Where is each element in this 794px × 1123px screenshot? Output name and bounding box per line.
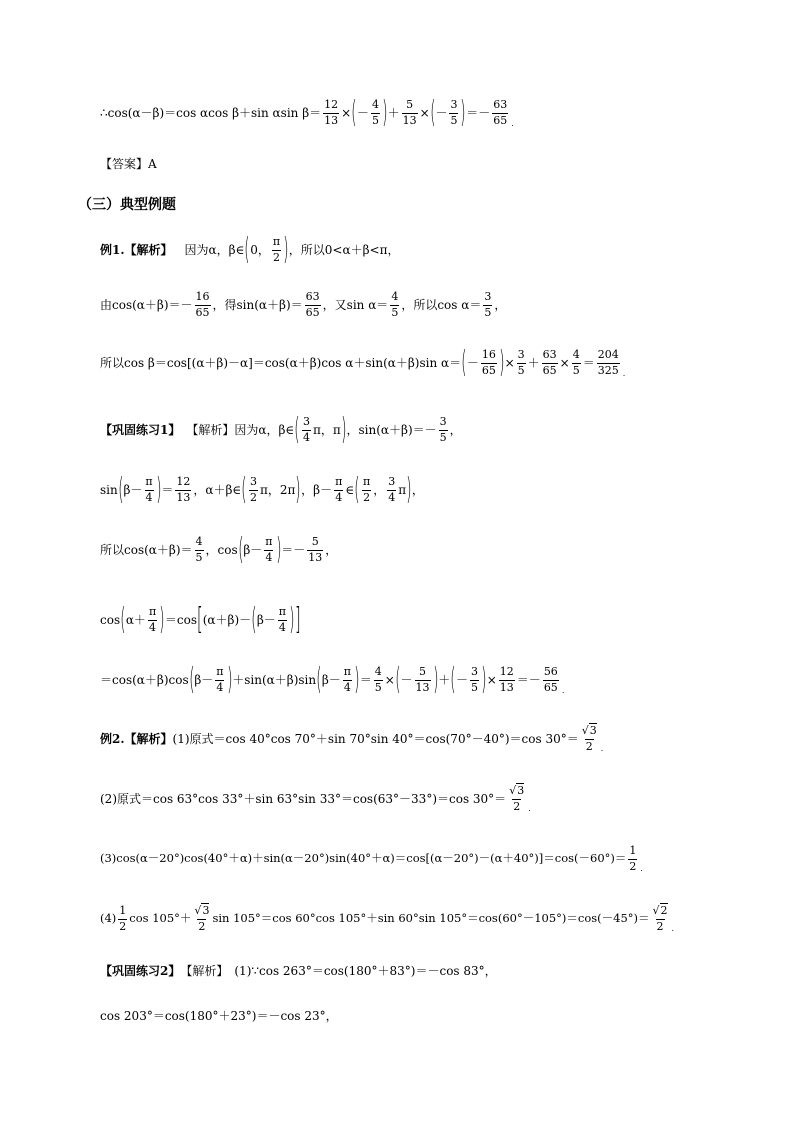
text: π xyxy=(398,483,407,497)
text: ＋ xyxy=(438,673,451,687)
right-paren: ) xyxy=(275,532,282,567)
text: ＝ xyxy=(161,483,174,497)
text: α＋ xyxy=(125,613,146,627)
minus: － xyxy=(356,106,369,120)
fraction: $\frac{√2}{2}$ xyxy=(652,904,668,933)
text: ＋ xyxy=(527,356,540,370)
text: β－ xyxy=(256,613,276,627)
practice1-line-1 xyxy=(100,412,462,447)
text: × xyxy=(486,673,497,687)
practice-label: 【巩固练习2】 xyxy=(100,964,181,978)
text: ，又sin α＝ xyxy=(322,298,389,313)
fraction: $\frac{204}{325}$ xyxy=(597,347,619,377)
fraction: $\frac{3}{5}$ xyxy=(471,664,479,694)
sqrt: √3 xyxy=(581,724,597,737)
fraction: $\frac{3}{5}$ xyxy=(484,290,492,319)
fraction: $\frac{1}{2}$ xyxy=(629,844,637,873)
left-paren: ( xyxy=(120,602,126,637)
example1-line-1 xyxy=(100,232,400,267)
text: ＋sin(α＋β)sin xyxy=(232,673,317,687)
fraction: $\frac{16}{65}$ xyxy=(481,347,496,377)
fraction: $\frac{\pi}{4}$ xyxy=(148,604,157,634)
fraction: $\frac{12}{13}$ xyxy=(499,664,514,694)
fraction: $\frac{\pi}{4}$ xyxy=(343,664,352,694)
text: β－ xyxy=(123,483,143,497)
example2-line-3 xyxy=(100,845,643,873)
fraction: $\frac{56}{65}$ xyxy=(543,664,558,694)
text: 所以cos β＝cos[(α＋β)－α]＝cos(α＋β)cos α＋sin(α＋β)sin α＝ xyxy=(100,356,462,370)
text: ，所以0<α＋β<π， xyxy=(288,243,400,257)
text: (1)∵cos 263°＝cos(180°＋83°)＝－cos 83°， xyxy=(234,964,497,978)
left-paren: ( xyxy=(251,602,257,637)
text: ＝cos xyxy=(164,613,197,627)
practice1-line-5 xyxy=(100,662,565,697)
text: 所以cos(α＋β)＝ xyxy=(100,543,193,557)
solution-line-1 xyxy=(100,95,514,130)
example-label: 例2.【解析】 xyxy=(100,732,173,747)
text: × xyxy=(419,106,430,120)
sqrt: √2 xyxy=(652,904,668,917)
left-paren: ( xyxy=(117,472,124,507)
fraction: $\frac{3}{4}$ xyxy=(303,414,311,444)
fraction: $\frac{√3}{2}$ xyxy=(581,724,597,753)
period: . xyxy=(528,804,531,814)
right-paren: ) xyxy=(382,95,388,130)
text: 0， xyxy=(250,243,270,257)
right-paren: ) xyxy=(460,95,466,130)
text: ＋ xyxy=(387,106,400,120)
text: sin xyxy=(100,483,118,497)
text: ＝－ xyxy=(516,673,541,687)
text: ∈ xyxy=(345,483,355,497)
text: × xyxy=(504,356,515,370)
text: π，2π xyxy=(260,483,296,497)
text: × xyxy=(384,673,395,687)
example2-line-2 xyxy=(100,785,531,813)
right-paren: ) xyxy=(341,412,347,447)
text: (1)原式＝cos 40°cos 70°＋sin 70°sin 40°＝cos(70°－40°)＝cos 30°＝ xyxy=(172,732,579,747)
period: . xyxy=(640,864,643,874)
fraction: $\frac{3}{5}$ xyxy=(439,414,447,444)
fraction: $\frac{√3}{2}$ xyxy=(194,904,210,933)
right-paren: ) xyxy=(499,345,505,380)
fraction: $\frac{4}{5}$ xyxy=(374,664,382,694)
text: ， xyxy=(325,543,338,557)
answer-text: 【答案】A xyxy=(100,157,157,171)
period: . xyxy=(600,744,604,754)
text: cos 203°＝cos(180°＋23°)＝－cos 23°， xyxy=(100,1009,338,1023)
text: 因为α，β∈ xyxy=(184,243,245,257)
right-bracket: ] xyxy=(294,602,301,637)
fraction: $\frac{\pi}{4}$ xyxy=(278,604,287,634)
section-title xyxy=(78,198,176,212)
example2-line-4 xyxy=(100,905,674,933)
text: ， xyxy=(494,298,507,313)
minus: － xyxy=(466,356,479,370)
text: ，得sin(α＋β)＝ xyxy=(212,298,303,313)
fraction: $\frac{\pi}{2}$ xyxy=(362,474,371,504)
fraction: $\frac{63}{65}$ xyxy=(493,97,508,127)
fraction: $\frac{63}{65}$ xyxy=(542,347,557,377)
practice2-line-1 xyxy=(100,965,497,977)
left-paren: ( xyxy=(244,232,250,267)
text: π，π xyxy=(313,423,341,437)
example2-line-1 xyxy=(100,725,603,753)
text: ，所以cos α＝ xyxy=(401,298,482,313)
minus: － xyxy=(435,106,448,120)
minus: － xyxy=(456,673,469,687)
left-paren: ( xyxy=(461,345,467,380)
practice1-line-3 xyxy=(100,532,338,567)
fraction: $\frac{\pi}{2}$ xyxy=(272,234,281,264)
left-paren: ( xyxy=(294,412,300,447)
left-paren: ( xyxy=(354,472,360,507)
left-paren: ( xyxy=(237,532,244,567)
text: ，sin(α＋β)＝－ xyxy=(346,423,437,437)
fraction: $\frac{63}{65}$ xyxy=(305,290,320,319)
fraction: $\frac{4}{5}$ xyxy=(391,290,399,319)
text: ， xyxy=(449,423,462,437)
right-paren: ) xyxy=(406,472,412,507)
text: (4) xyxy=(100,911,117,926)
period: . xyxy=(671,924,675,934)
right-paren: ) xyxy=(295,472,301,507)
text: ＝ xyxy=(582,356,595,370)
minus: － xyxy=(400,673,413,687)
text: ，cos xyxy=(205,543,238,557)
text: ， xyxy=(411,483,424,497)
text: β－ xyxy=(194,673,214,687)
practice1-line-2 xyxy=(100,472,424,507)
left-paren: ( xyxy=(316,662,322,697)
fraction: $\frac{3}{2}$ xyxy=(250,474,258,504)
text: ∴cos(α－β)＝cos αcos β＋sin αsin β＝ xyxy=(100,106,322,120)
text: ，α＋β∈ xyxy=(193,483,242,497)
text: 【解析】 xyxy=(180,964,229,978)
right-paren: ) xyxy=(159,602,165,637)
right-paren: ) xyxy=(283,232,289,267)
left-paren: ( xyxy=(395,662,401,697)
right-paren: ) xyxy=(481,662,487,697)
fraction: $\frac{16}{65}$ xyxy=(195,290,210,319)
sqrt: √3 xyxy=(194,904,210,917)
example-label: 例1.【解析】 xyxy=(100,243,173,257)
text: ＝ xyxy=(359,673,372,687)
text: × xyxy=(559,356,570,370)
right-paren: ) xyxy=(354,662,360,697)
example1-line-2 xyxy=(100,291,506,319)
left-paren: ( xyxy=(188,662,195,697)
fraction: $\frac{3}{4}$ xyxy=(388,474,396,504)
fraction: $\frac{5}{13}$ xyxy=(308,534,323,564)
text: 由cos(α＋β)＝－ xyxy=(100,298,193,313)
left-paren: ( xyxy=(429,95,436,130)
left-paren: ( xyxy=(351,95,357,130)
fraction: $\frac{4}{5}$ xyxy=(572,347,580,377)
section-title-text: （三）典型例题 xyxy=(78,197,176,213)
text: β－ xyxy=(321,673,341,687)
fraction: $\frac{1}{2}$ xyxy=(119,904,127,933)
left-bracket: [ xyxy=(196,602,203,637)
left-paren: ( xyxy=(241,472,247,507)
fraction: $\frac{4}{5}$ xyxy=(195,534,203,564)
right-paren: ) xyxy=(432,662,439,697)
fraction: $\frac{3}{5}$ xyxy=(450,97,458,127)
fraction: $\frac{\pi}{4}$ xyxy=(216,664,224,694)
fraction: $\frac{3}{5}$ xyxy=(517,347,525,377)
fraction: $\frac{5}{13}$ xyxy=(402,97,417,127)
text: (3)cos(α－20°)cos(40°＋α)＋sin(α－20°)sin(40°＋α)＝cos[(α－20°)－(α＋40°)]＝cos(－60°)＝ xyxy=(100,851,627,866)
text: ，β－ xyxy=(301,483,333,497)
text: × xyxy=(341,106,352,120)
answer-line xyxy=(100,158,157,170)
text: ， xyxy=(373,483,386,497)
left-paren: ( xyxy=(450,662,456,697)
right-paren: ) xyxy=(289,602,295,637)
text: (α＋β)－ xyxy=(202,613,252,627)
text: 【解析】因为α，β∈ xyxy=(186,423,295,437)
example1-line-3 xyxy=(100,345,626,380)
text: cos xyxy=(100,613,121,627)
practice1-line-4 xyxy=(100,602,301,637)
fraction: $\frac{5}{13}$ xyxy=(415,664,430,694)
period: . xyxy=(561,686,565,695)
right-paren: ) xyxy=(226,662,233,697)
right-paren: ) xyxy=(155,472,162,507)
period: . xyxy=(511,119,514,128)
fraction: $\frac{12}{13}$ xyxy=(176,474,191,504)
text: (2)原式＝cos 63°cos 33°＋sin 63°sin 33°＝cos(63°－33°)＝cos 30°＝ xyxy=(100,792,507,807)
text: ＝－ xyxy=(466,106,491,120)
text: ＝cos(α＋β)cos xyxy=(100,673,189,687)
fraction: $\frac{12}{13}$ xyxy=(324,97,339,127)
practice2-line-2 xyxy=(100,1010,338,1022)
text: sin 105°＝cos 60°cos 105°＋sin 60°sin 105°＝cos(60°－105°)＝cos(－45°)＝ xyxy=(212,911,650,926)
period: . xyxy=(622,369,626,378)
fraction: $\frac{\pi}{4}$ xyxy=(265,534,273,564)
practice-label: 【巩固练习1】 xyxy=(100,423,181,437)
fraction: $\frac{\pi}{4}$ xyxy=(335,474,343,504)
text: cos 105°＋ xyxy=(129,911,192,926)
text: ＝－ xyxy=(281,543,306,557)
fraction: $\frac{4}{5}$ xyxy=(371,97,379,127)
text: β－ xyxy=(243,543,263,557)
fraction: $\frac{\pi}{4}$ xyxy=(145,474,153,504)
sqrt: √3 xyxy=(509,784,525,797)
fraction: $\frac{√3}{2}$ xyxy=(509,784,525,813)
